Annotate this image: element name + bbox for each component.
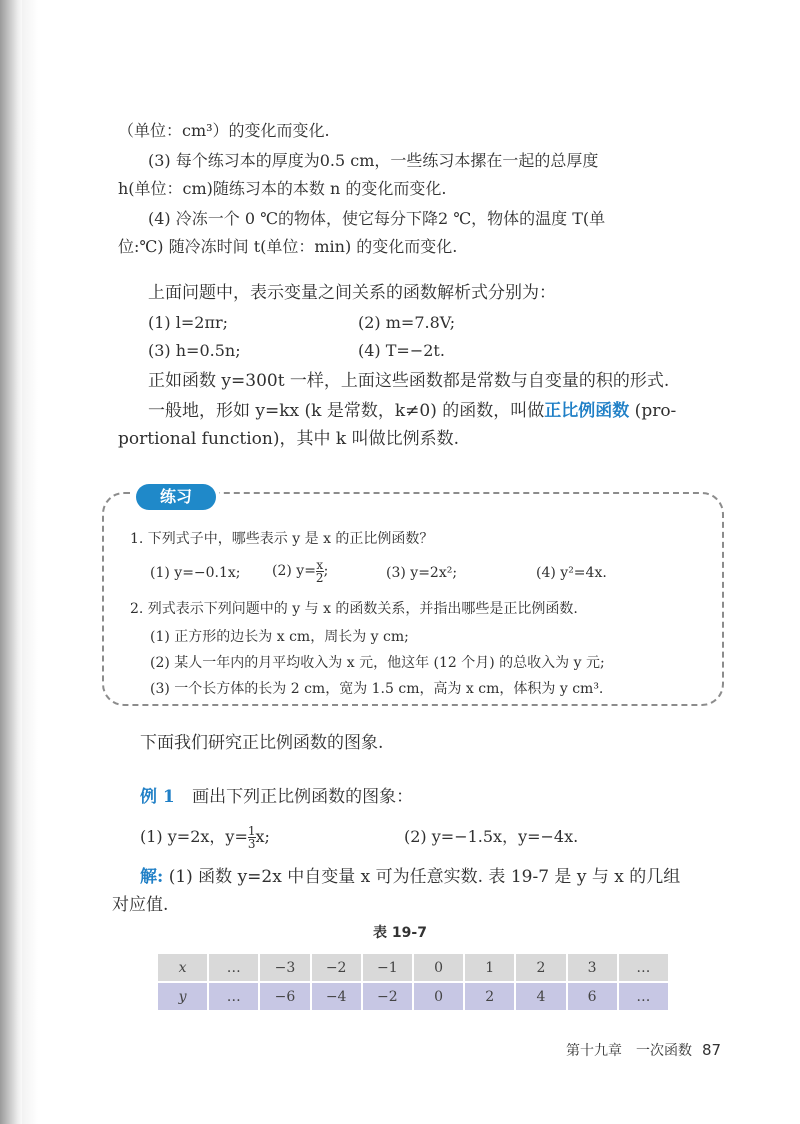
table-cell: … xyxy=(209,983,258,1010)
table-cell: −6 xyxy=(260,983,309,1010)
table-cell: … xyxy=(619,954,668,981)
table-cell: x xyxy=(158,954,207,981)
text-line: 上面问题中，表示变量之间关系的函数解析式分别为： xyxy=(148,283,556,303)
table-cell: 2 xyxy=(465,983,514,1010)
text-line: portional function)，其中 k 叫做比例系数. xyxy=(118,429,459,449)
text-line: (3) 每个练习本的厚度为0.5 cm，一些练习本摞在一起的总厚度 xyxy=(148,151,599,170)
fraction-prefix: (2) y= xyxy=(272,563,316,579)
example-part-1 xyxy=(140,820,270,854)
fraction-numerator: 1 xyxy=(247,824,256,838)
table-cell: … xyxy=(619,983,668,1010)
table-cell: −2 xyxy=(312,954,361,981)
table-cell: 6 xyxy=(568,983,617,1010)
page-footer xyxy=(566,1040,721,1060)
table-cell: 2 xyxy=(516,954,565,981)
definition-text-tail: (pro- xyxy=(629,401,677,421)
exercise-question-2: 2. 列式表示下列问题中的 y 与 x 的函数关系，并指出哪些是正比例函数. xyxy=(130,601,578,617)
fraction-denominator: 3 xyxy=(247,837,256,851)
table-cell: 3 xyxy=(568,954,617,981)
definition-line xyxy=(148,400,676,422)
text-line: 位:℃) 随冷冻时间 t(单位：min) 的变化而变化. xyxy=(118,237,458,256)
formula-3: (3) h=0.5n; xyxy=(148,341,241,360)
formula-1: (1) l=2πr; xyxy=(148,313,229,332)
example-label: 例 1 xyxy=(140,787,175,807)
fraction-denominator: 2 xyxy=(315,570,324,585)
solution-line xyxy=(140,866,680,888)
exercise-item-fraction xyxy=(272,556,328,586)
value-table xyxy=(156,952,670,1012)
example-part-1-prefix: (1) y=2x，y= xyxy=(140,827,248,846)
example-part-2: (2) y=−1.5x，y=−4x. xyxy=(404,827,579,846)
exercise-item: (2) 某人一年内的月平均收入为 x 元，他这年 (12 个月) 的总收入为 y 元; xyxy=(150,655,605,671)
table-title: 表 19-7 xyxy=(373,925,427,941)
exercise-item: (3) 一个长方体的长为 2 cm，宽为 1.5 cm，高为 x cm，体积为 y cm³. xyxy=(150,681,604,697)
example-part-1-suffix: x; xyxy=(255,827,270,846)
exercise-item: (1) y=−0.1x; xyxy=(150,565,241,581)
example-text: 画出下列正比例函数的图象： xyxy=(192,787,414,807)
table-cell: −4 xyxy=(312,983,361,1010)
table-cell: y xyxy=(158,983,207,1010)
table-cell: 1 xyxy=(465,954,514,981)
table-row-x xyxy=(158,954,668,981)
table-cell: −3 xyxy=(260,954,309,981)
text-line: （单位：cm³）的变化而变化. xyxy=(118,121,330,140)
text-line: h(单位：cm)随练习本的本数 n 的变化而变化. xyxy=(118,179,447,198)
formula-2: (2) m=7.8V; xyxy=(358,313,456,332)
text-line: (4) 冷冻一个 0 ℃的物体，使它每分下降2 ℃，物体的温度 T(单 xyxy=(148,209,606,228)
formula-4: (4) T=−2t. xyxy=(358,341,445,360)
exercise-question-1: 1. 下列式子中，哪些表示 y 是 x 的正比例函数？ xyxy=(130,531,434,547)
term-proportional-function: 正比例函数 xyxy=(544,401,630,421)
text-line: 对应值. xyxy=(112,895,169,915)
fraction-numerator: x xyxy=(316,557,324,572)
table-cell: 0 xyxy=(414,954,463,981)
text-line: 正如函数 y=300t 一样，上面这些函数都是常数与自变量的积的形式. xyxy=(148,371,670,391)
text-line: 下面我们研究正比例函数的图象. xyxy=(140,733,384,753)
fraction xyxy=(248,825,256,850)
definition-text: 一般地，形如 y=kx (k 是常数，k≠0) 的函数，叫做 xyxy=(148,401,545,421)
exercise-item: (3) y=2x²; xyxy=(386,565,458,581)
fraction-suffix: ; xyxy=(323,563,329,579)
table-row-y xyxy=(158,983,668,1010)
example-line xyxy=(140,786,413,808)
solution-text: (1) 函数 y=2x 中自变量 x 可为任意实数. 表 19-7 是 y 与 x 的几组 xyxy=(168,867,681,887)
solution-label: 解: xyxy=(140,867,164,887)
table-cell: −2 xyxy=(363,983,412,1010)
fraction xyxy=(316,559,324,584)
page-number: 87 xyxy=(702,1041,722,1059)
exercise-item: (1) 正方形的边长为 x cm，周长为 y cm; xyxy=(150,629,409,645)
chapter-title: 第十九章 一次函数 xyxy=(566,1043,692,1059)
table-cell: −1 xyxy=(363,954,412,981)
table-cell: 0 xyxy=(414,983,463,1010)
exercise-item: (4) y²=4x. xyxy=(536,565,607,581)
table-cell: 4 xyxy=(516,983,565,1010)
table-cell: … xyxy=(209,954,258,981)
exercise-tag: 练习 xyxy=(136,484,216,510)
